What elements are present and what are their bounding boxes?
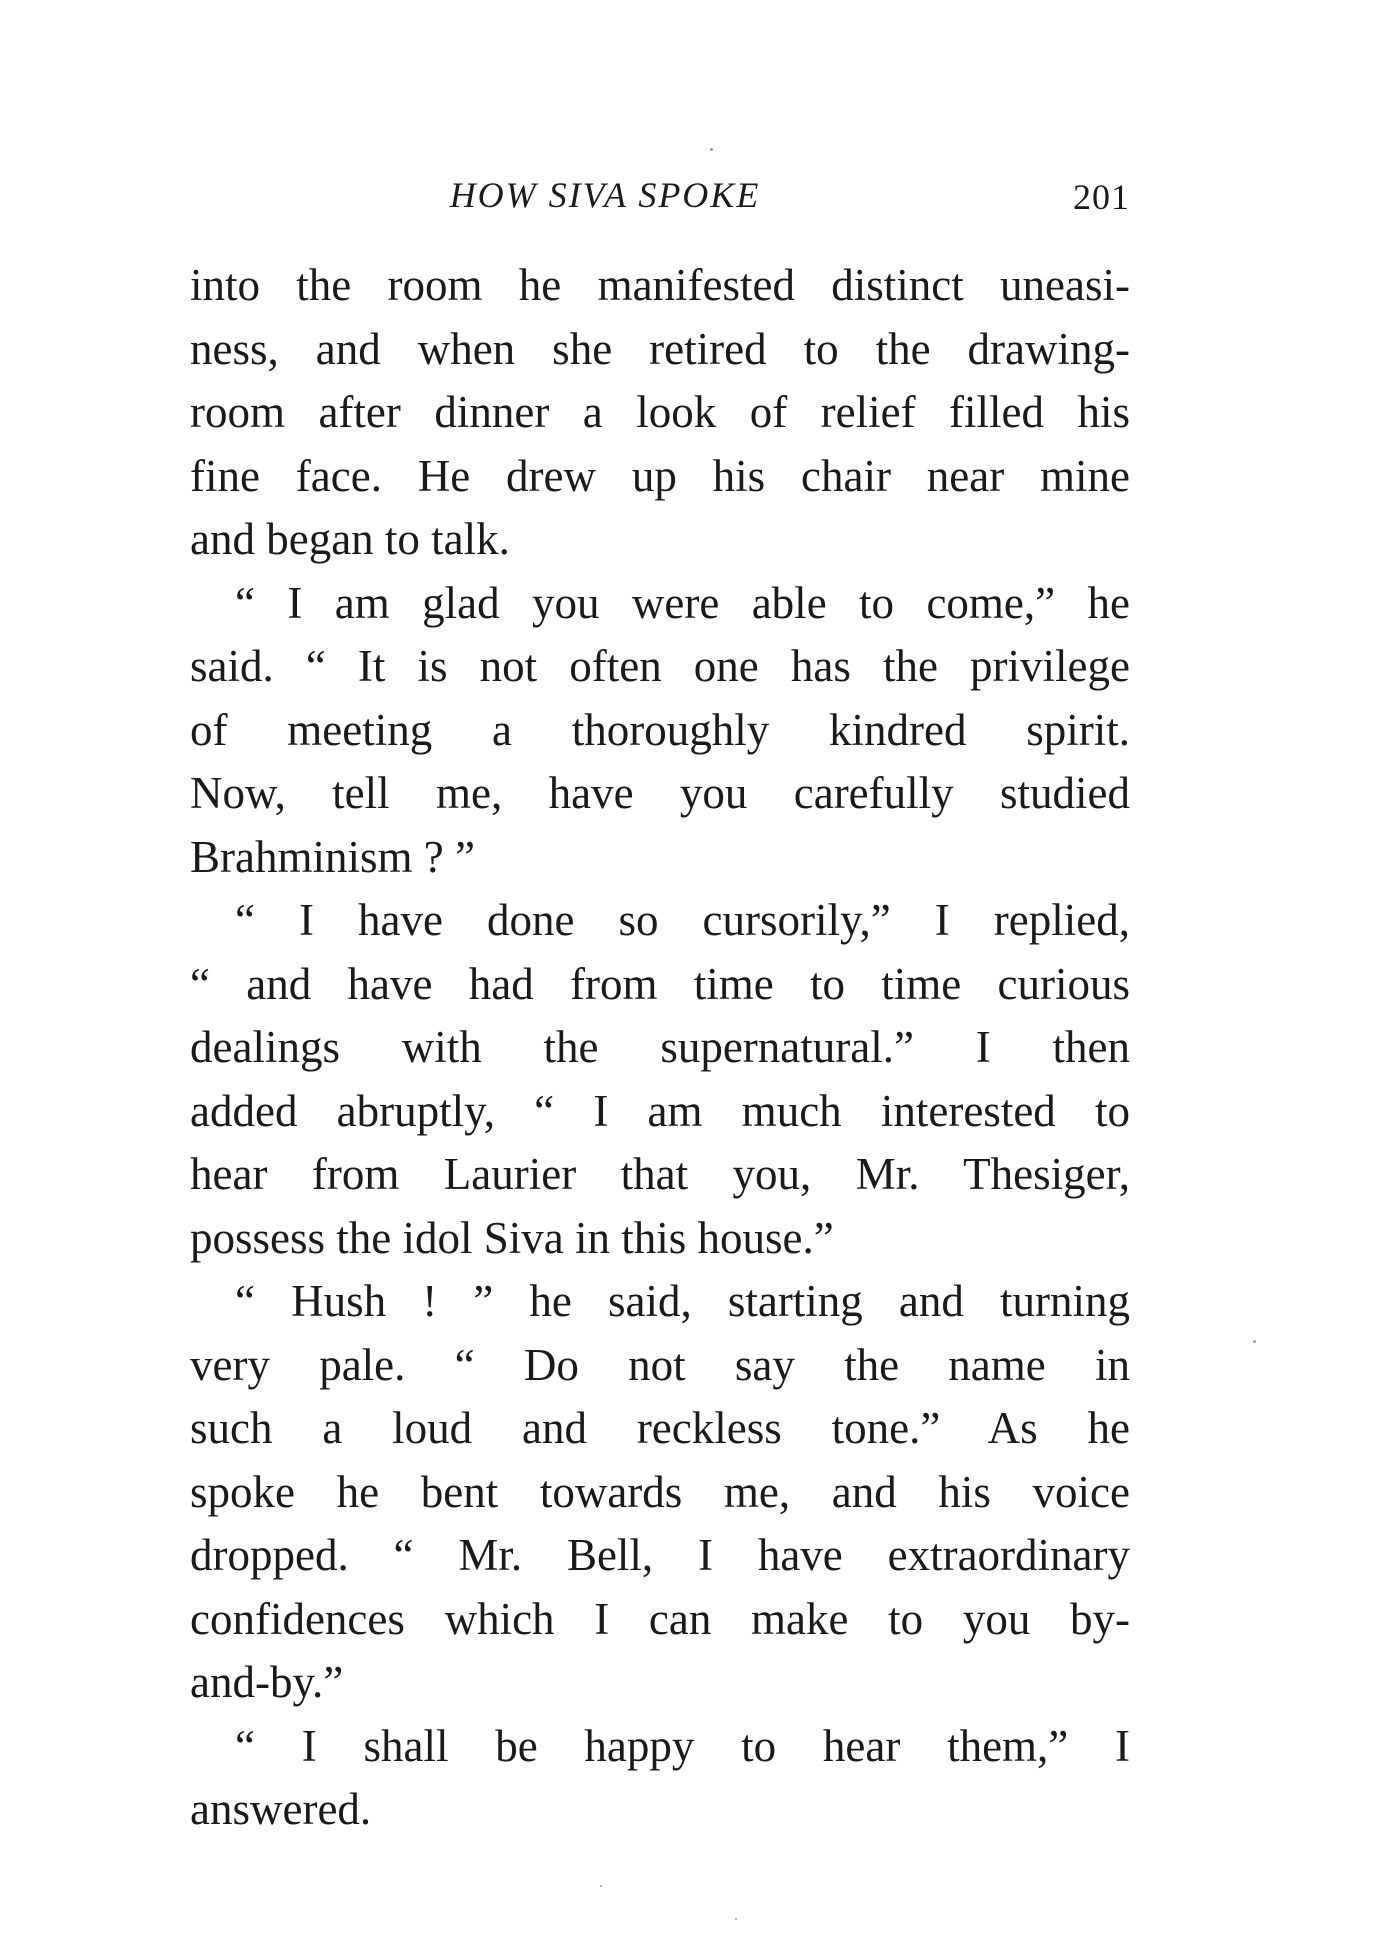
paper-speck <box>600 1885 602 1887</box>
text-line: room after dinner a look of relief filled his <box>190 387 1130 437</box>
text-line: Brahminism ? ” <box>190 831 475 882</box>
paper-speck <box>710 148 713 151</box>
body-text <box>190 254 1130 1842</box>
text-line: very pale. “ Do not say the name in <box>190 1339 1130 1390</box>
text-line: “ Hush ! ” he said, starting and turning <box>235 1276 1130 1326</box>
text-line: “ and have had from time to time curious <box>190 958 1130 1009</box>
text-line: hear from Laurier that you, Mr. Thesiger, <box>190 1149 1130 1199</box>
text-line: of meeting a thoroughly kindred spirit. <box>190 704 1130 755</box>
text-line: dropped. “ Mr. Bell, I have extraordinary <box>190 1530 1130 1580</box>
page-number: 201 <box>1073 177 1130 217</box>
text-line: dealings with the supernatural.” I then <box>190 1022 1130 1072</box>
paper-speck <box>1253 1340 1256 1343</box>
text-line: into the room he manifested distinct uneasi- <box>190 260 1130 310</box>
text-line: and began to talk. <box>190 514 510 564</box>
text-line: confidences which I can make to you by- <box>190 1593 1130 1644</box>
text-line: fine face. He drew up his chair near mine <box>190 450 1130 501</box>
text-line: added abruptly, “ I am much interested to <box>190 1085 1130 1136</box>
running-head <box>190 170 1140 220</box>
text-line: ness, and when she retired to the drawing- <box>190 323 1130 374</box>
text-line: and-by.” <box>190 1657 344 1707</box>
text-line: said. “ It is not often one has the privilege <box>190 641 1130 691</box>
text-line: answered. <box>190 1784 372 1834</box>
text-line: “ I am glad you were able to come,” he <box>235 577 1130 628</box>
text-line: such a loud and reckless tone.” As he <box>190 1403 1130 1453</box>
text-line: spoke he bent towards me, and his voice <box>190 1466 1130 1517</box>
paper-speck <box>735 1918 737 1920</box>
text-line: possess the idol Siva in this house.” <box>190 1212 834 1263</box>
text-line: “ I have done so cursorily,” I replied, <box>235 895 1130 945</box>
text-line: “ I shall be happy to hear them,” I <box>235 1720 1130 1771</box>
running-title: HOW SIVA SPOKE <box>449 175 761 215</box>
text-line: Now, tell me, have you carefully studied <box>190 768 1130 818</box>
